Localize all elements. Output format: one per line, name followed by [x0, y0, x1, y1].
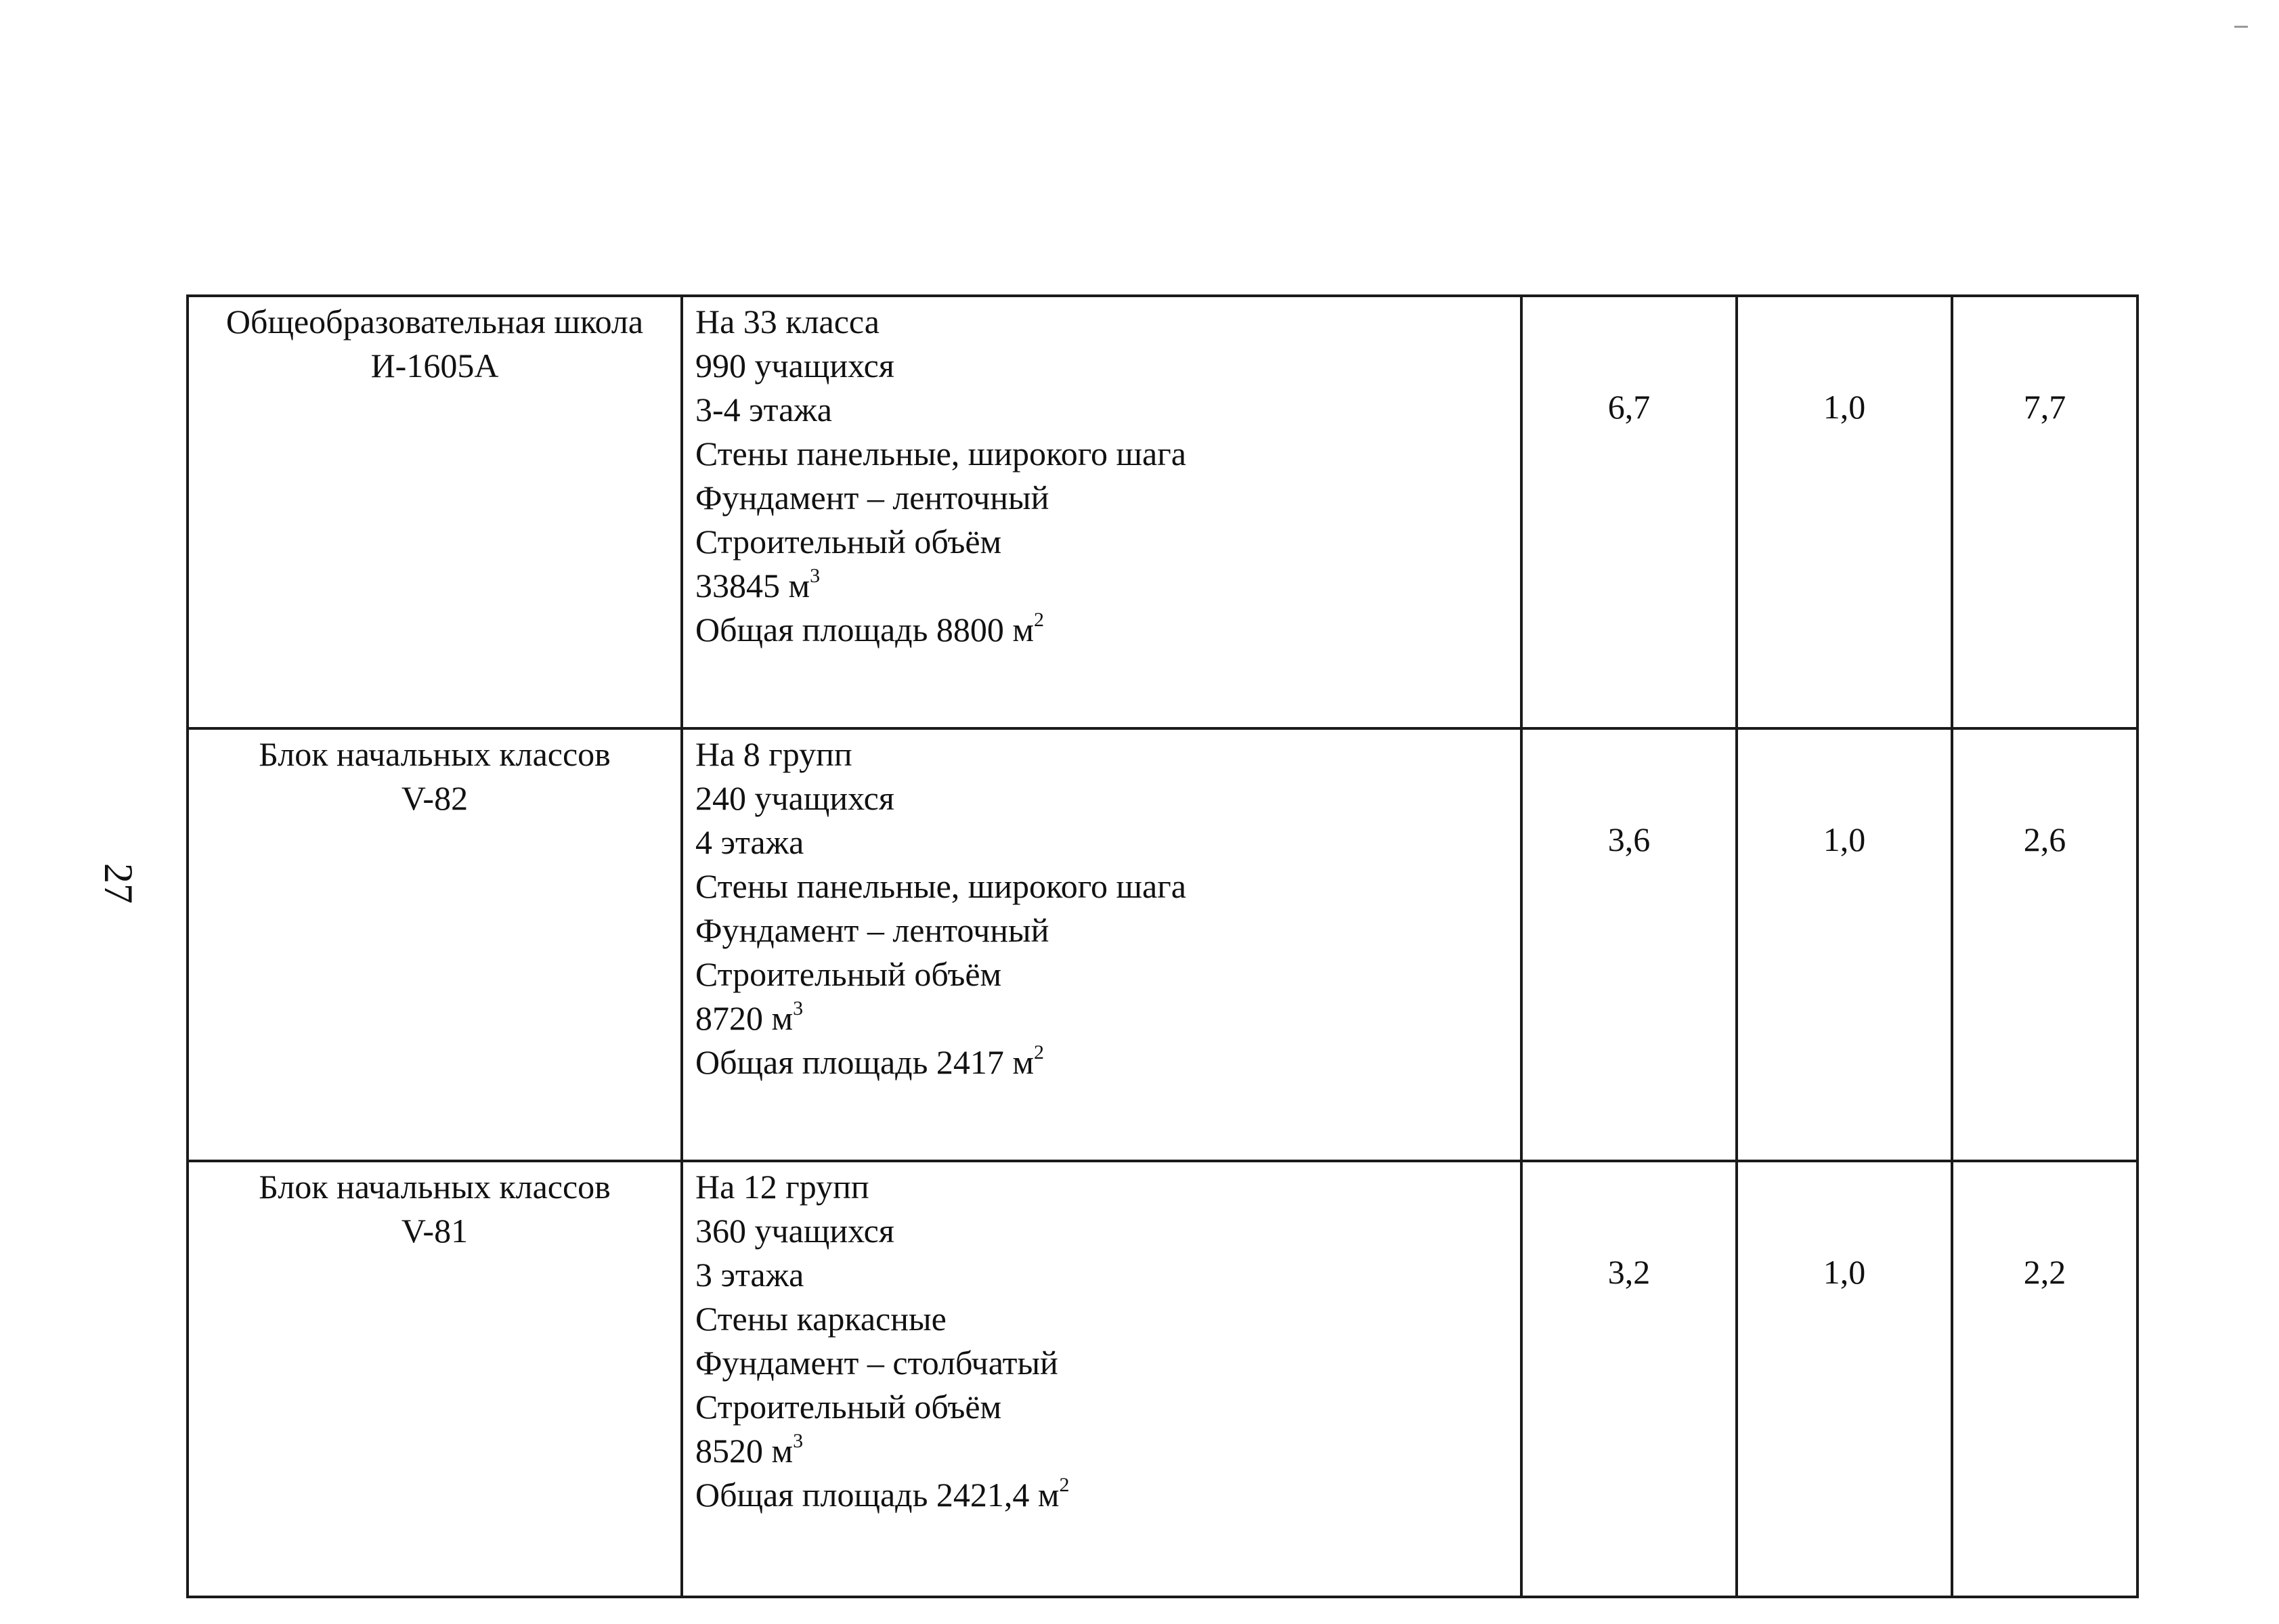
- building-code: V-81: [401, 1212, 469, 1250]
- volume-label: Строительный объём: [695, 523, 1002, 561]
- volume-label: Строительный объём: [695, 955, 1002, 993]
- volume-exponent: 3: [793, 1430, 804, 1452]
- building-name-line: Блок начальных классов: [259, 735, 611, 773]
- value-cell-1: 3,2: [1521, 1161, 1737, 1597]
- volume-line: [695, 1385, 1508, 1473]
- building-code: V-82: [401, 779, 469, 817]
- volume-line: [695, 952, 1508, 1040]
- building-description-cell: [682, 728, 1521, 1161]
- table-row: [188, 1161, 2137, 1597]
- walls-text: Стены панельные, широкого шага: [695, 435, 1186, 473]
- volume-exponent: 3: [793, 997, 804, 1019]
- area-line: [695, 1473, 1508, 1517]
- scan-corner-mark: [2234, 26, 2248, 28]
- volume-value: 8520 м: [695, 1432, 794, 1470]
- building-code: И-1605А: [370, 347, 499, 385]
- students-text: 240 учащихся: [695, 779, 894, 817]
- building-name-cell: [188, 728, 682, 1161]
- students-text: 360 учащихся: [695, 1212, 894, 1250]
- capacity-text: На 12 групп: [695, 1168, 869, 1206]
- table-row: [188, 728, 2137, 1161]
- value-cell-1: 6,7: [1521, 296, 1737, 728]
- walls-text: Стены панельные, широкого шага: [695, 867, 1186, 905]
- foundation-text: Фундамент – ленточный: [695, 911, 1049, 949]
- area-line: [695, 1040, 1508, 1084]
- building-name-line: Общеобразовательная школа: [225, 303, 644, 341]
- area-text: Общая площадь 8800 м: [695, 611, 1035, 649]
- students-text: 990 учащихся: [695, 347, 894, 385]
- page-number: 27: [96, 863, 141, 904]
- value-cell-3: 2,2: [1952, 1161, 2137, 1597]
- volume-line: [695, 520, 1508, 608]
- area-text: Общая площадь 2421,4 м: [695, 1476, 1060, 1514]
- foundation-text: Фундамент – ленточный: [695, 479, 1049, 517]
- building-name-cell: [188, 296, 682, 728]
- floors-text: 3-4 этажа: [695, 391, 833, 429]
- floors-text: 4 этажа: [695, 823, 804, 861]
- walls-text: Стены каркасные: [695, 1300, 947, 1338]
- building-name-cell: [188, 1161, 682, 1597]
- area-text: Общая площадь 2417 м: [695, 1043, 1035, 1081]
- area-exponent: 2: [1059, 1474, 1070, 1496]
- value-cell-2: 1,0: [1737, 1161, 1952, 1597]
- building-spec-table: [186, 294, 2139, 1598]
- area-exponent: 2: [1034, 1041, 1045, 1063]
- value-cell-3: 2,6: [1952, 728, 2137, 1161]
- area-exponent: 2: [1034, 609, 1045, 631]
- volume-exponent: 3: [810, 565, 821, 587]
- building-description-cell: [682, 1161, 1521, 1597]
- capacity-text: На 8 групп: [695, 735, 852, 773]
- volume-label: Строительный объём: [695, 1388, 1002, 1426]
- value-cell-2: 1,0: [1737, 728, 1952, 1161]
- building-name-line: Блок начальных классов: [259, 1168, 611, 1206]
- volume-value: 8720 м: [695, 999, 794, 1037]
- value-cell-1: 3,6: [1521, 728, 1737, 1161]
- building-description-cell: [682, 296, 1521, 728]
- capacity-text: На 33 класса: [695, 303, 880, 341]
- foundation-text: Фундамент – столбчатый: [695, 1344, 1058, 1382]
- area-line: [695, 608, 1508, 652]
- table-row: [188, 296, 2137, 728]
- volume-value: 33845 м: [695, 567, 810, 605]
- value-cell-2: 1,0: [1737, 296, 1952, 728]
- floors-text: 3 этажа: [695, 1256, 804, 1294]
- value-cell-3: 7,7: [1952, 296, 2137, 728]
